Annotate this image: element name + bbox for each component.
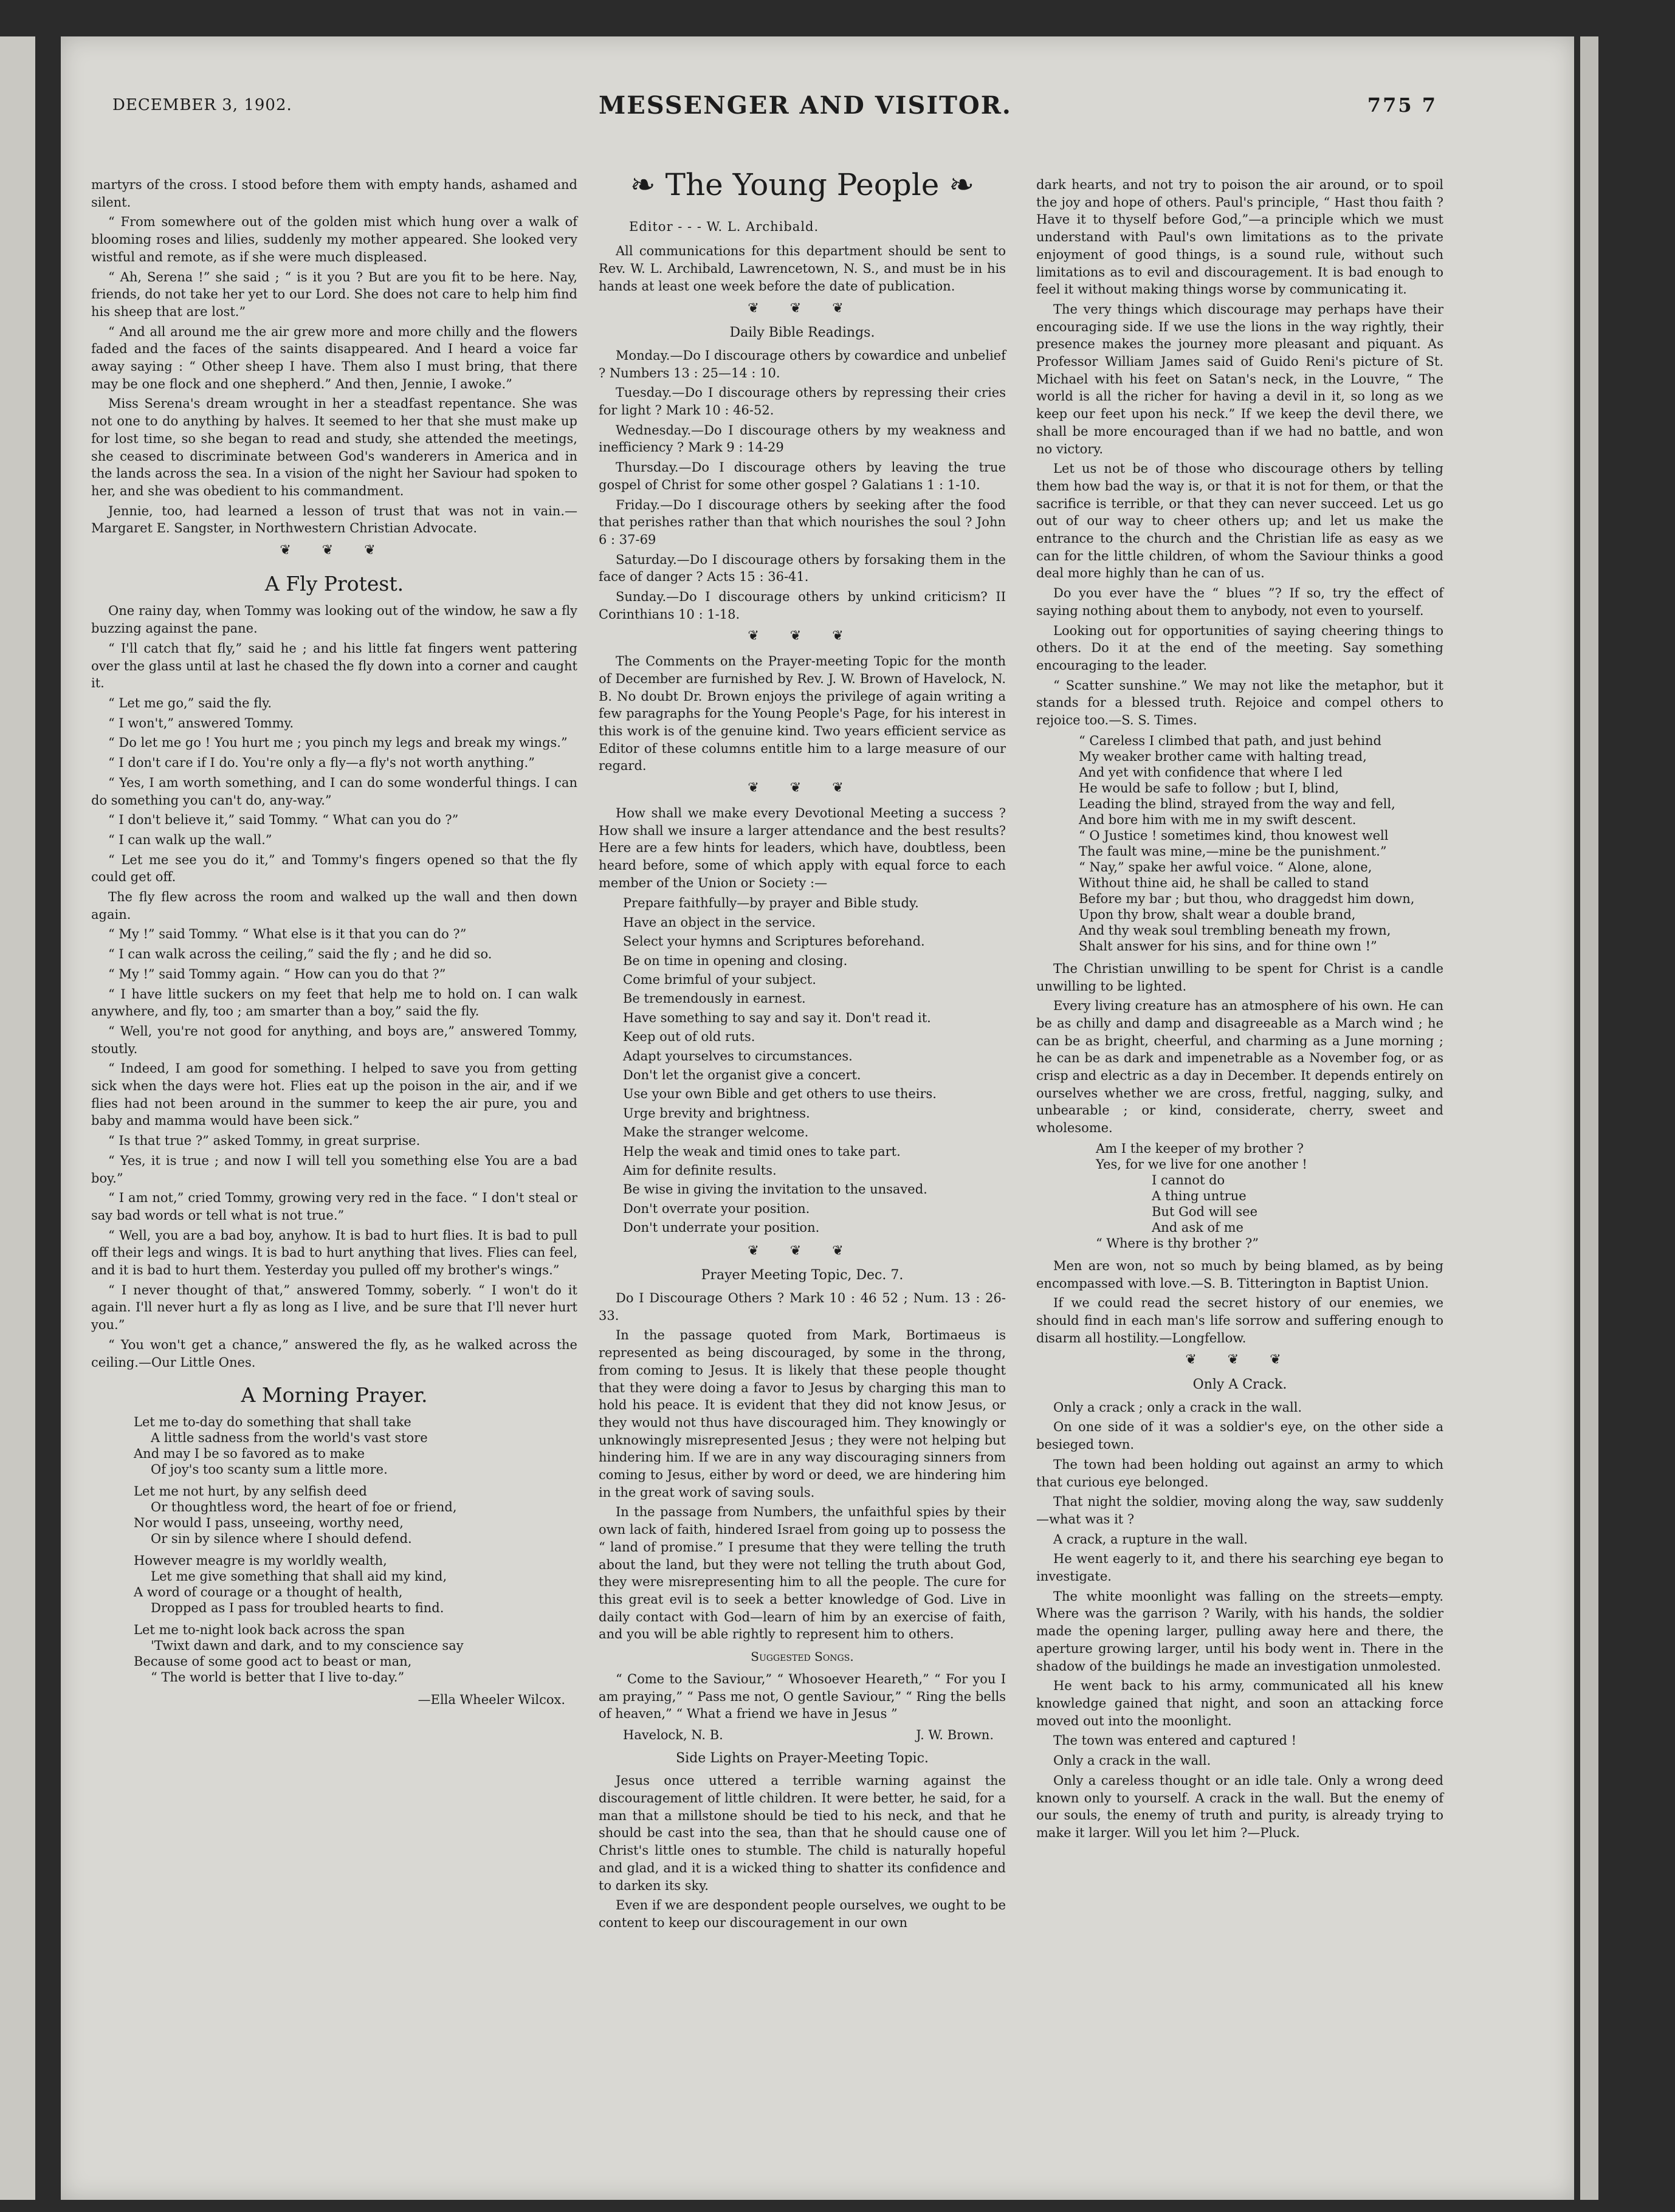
issue-date: DECEMBER 3, 1902.	[112, 96, 292, 114]
subheading-prayer-topic: Prayer Meeting Topic, Dec. 7.	[701, 1268, 904, 1283]
poem-line: And ask of me	[1152, 1220, 1243, 1235]
ornament-divider: ❦ ❦ ❦	[748, 628, 857, 644]
column-right	[1036, 176, 1443, 1844]
poem-line: He would be safe to follow ; but I, blind,	[1079, 780, 1340, 795]
paragraph: The white moonlight was falling on the streets—empty. Where was the garrison ? Warily, with his hands, the soldier made the opening larger, pulling away here and there, the aperture growing larger, until his body went in. There in the shadow of the buildings he made an investigation unmolested.	[1036, 1589, 1443, 1674]
paragraph: “ I'll catch that fly,” said he ; and his little fat fingers went pattering over the glass until at last he chased the fly down into a corner and caught it.	[91, 641, 577, 691]
poem-line: Of joy's too scanty sum a little more.	[151, 1462, 388, 1477]
editor-line: Editor - - - W. L. Archibald.	[629, 219, 819, 234]
reading-item: Friday.—Do I discourage others by seeking after the food that perishes rather than that which nourishes the soul ? John 6 : 37-69	[599, 497, 1006, 547]
paragraph: Miss Serena's dream wrought in her a steadfast repentance. She was not one to do anything by halves. It seemed to her that she must make up for lost time, so she began to read and study, she attended the meetings, she ceased to discriminate between God's wanderers in America and in the lands across the sea. In a vision of the night her Saviour had spoken to her, and she was obedient to his commandment.	[91, 396, 577, 498]
paragraph: “ Well, you're not good for anything, and boys are,” answered Tommy, stoutly.	[91, 1023, 577, 1056]
paragraph: “ I am not,” cried Tommy, growing very red in the face. “ I don't steal or say bad words or tell what is not true.”	[91, 1190, 577, 1223]
paragraph: “ My !” said Tommy again. “ How can you do that ?”	[108, 966, 446, 981]
ornament-divider: ❦ ❦ ❦	[748, 1243, 857, 1259]
paragraph: He went back to his army, communicated all his knew knowledge gained that night, and soon an attacking force moved out into the moonlight.	[1036, 1678, 1443, 1728]
brothers-keeper-poem	[1079, 1141, 1443, 1251]
poem-line	[134, 1547, 577, 1553]
column-left	[91, 176, 577, 1715]
paragraph: That night the soldier, moving along the way, saw suddenly—what was it ?	[1036, 1494, 1443, 1527]
paragraph: “ Indeed, I am good for something. I helped to save you from getting sick when the days were hot. Flies eat up the poison in the air, and if we flies had not been around in the summer to keep the air pure, you and baby and mamma would have been sick.”	[91, 1061, 577, 1128]
poem-line: “ Where is thy brother ?”	[1096, 1235, 1259, 1251]
ornament-divider: ❦ ❦ ❦	[1185, 1352, 1295, 1368]
paragraph: “ I don't care if I do. You're only a fly—a fly's not worth anything.”	[108, 755, 535, 771]
page-header	[112, 91, 1437, 128]
reading-item: Monday.—Do I discourage others by cowardice and unbelief ? Numbers 13 : 25—14 : 10.	[599, 348, 1006, 380]
paragraph: Looking out for opportunities of saying cheering things to others. Do it at the end of the meeting. Say something encouraging to the leader.	[1036, 623, 1443, 673]
paragraph: The fly flew across the room and walked up the wall and then down again.	[91, 890, 577, 922]
poem-line: “ O Justice ! sometimes kind, thou knowest well	[1079, 828, 1389, 843]
hint-item: Aim for definite results.	[623, 1163, 777, 1178]
ornament-divider: ❦ ❦ ❦	[748, 300, 857, 316]
paragraph: If we could read the secret history of our enemies, we should find in each man's life sorrow and suffering enough to disarm all hostility.—Longfellow.	[1036, 1296, 1443, 1345]
paragraph: “ Ah, Serena !” she said ; “ is it you ? But are you fit to be here. Nay, friends, do not take her yet to our Lord. She does not care to help him find his sheep that are lost.”	[91, 269, 577, 319]
paragraph: How shall we make every Devotional Meeting a success ? How shall we insure a larger attendance and the best results? Here are a few hints for leaders, which have, doubtless, been heard before, some of which apply with equal force to each member of the Union or Society :—	[599, 805, 1006, 890]
paragraph: “ I can walk up the wall.”	[108, 832, 272, 847]
paragraph: Let us not be of those who discourage others by telling them how bad the way is, or that it is not for them, or that the sacrifice is terrible, or that they can never succeed. Let us go out of our way to cheer others up; and let us make the entrance to the church and the Christian life as easy as we can for the little children, of whom the Saviour thinks a good deal more highly than he can of us.	[1036, 461, 1443, 581]
poem-line: Without thine aid, he shall be called to stand	[1079, 875, 1369, 890]
paragraph: “ Well, you are a bad boy, anyhow. It is bad to hurt flies. It is bad to pull off their legs and wings. It is bad to hurt anything that lives. Flies can feel, and it is bad to hurt them. Yesterday you pulled off my brother's wings.”	[91, 1228, 577, 1278]
adjacent-page-edge	[0, 36, 35, 2200]
ornament-divider: ❦ ❦ ❦	[280, 543, 389, 558]
poem-line: 'Twixt dawn and dark, and to my conscience say	[151, 1638, 464, 1653]
poem-line: My weaker brother came with halting tread,	[1079, 749, 1367, 764]
paragraph: Only a crack ; only a crack in the wall.	[1053, 1400, 1302, 1415]
reading-item: Saturday.—Do I discourage others by forsaking them in the face of danger ? Acts 15 : 36-41.	[599, 552, 1006, 585]
paragraph: Men are won, not so much by being blamed, as by being encompassed with love.—S. B. Titterington in Baptist Union.	[1036, 1258, 1443, 1291]
hint-item: Be tremendously in earnest.	[623, 991, 806, 1006]
paragraph: On one side of it was a soldier's eye, on the other side a besieged town.	[1036, 1420, 1443, 1452]
hint-item: Prepare faithfully—by prayer and Bible study.	[623, 896, 919, 911]
reading-item: Tuesday.—Do I discourage others by repressing their cries for light ? Mark 10 : 46-52.	[599, 385, 1006, 418]
paragraph: “ From somewhere out of the golden mist which hung over a walk of blooming roses and lilies, suddenly my mother appeared. She looked very wistful and remote, as if she were much displeased.	[91, 215, 577, 264]
hint-item: Use your own Bible and get others to use theirs.	[623, 1087, 937, 1102]
page-number: 775 7	[1367, 94, 1437, 117]
paragraph: “ Yes, it is true ; and now I will tell you something else You are a bad boy.”	[91, 1153, 577, 1186]
hint-item: Keep out of old ruts.	[623, 1029, 755, 1045]
ornament-divider: ❦ ❦ ❦	[748, 780, 857, 796]
paragraph: In the passage quoted from Mark, Bortimaeus is represented as being discouraged, by some in the throng, from coming to Jesus. It is likely that these people thought that they were doing a favor to Jesus by charging this man to hold his peace. It is evident that they did not know Jesus, or they would not thus have discouraged him. They knowingly or unknowingly misrepresented Jesus ; they were not helping but hindering him. If we are in any way discouraging sinners from coming to Jesus, either by word or deed, we are hindering him in the great work of saving souls.	[599, 1328, 1006, 1500]
paragraph: “ You won't get a chance,” answered the fly, as he walked across the ceiling.—Our Little Ones.	[91, 1337, 577, 1370]
paragraph: All communications for this department should be sent to Rev. W. L. Archibald, Lawrencetown, N. S., and must be in his hands at least one week before the date of publication.	[599, 244, 1006, 294]
poem-line: I cannot do	[1152, 1172, 1225, 1187]
paragraph: He went eagerly to it, and there his searching eye began to investigate.	[1036, 1551, 1443, 1584]
fleuron-icon: ❧	[949, 167, 975, 202]
paragraph: A crack, a rupture in the wall.	[1053, 1531, 1248, 1547]
poem-line: However meagre is my worldly wealth,	[134, 1553, 387, 1568]
paragraph: “ Let me go,” said the fly.	[108, 695, 272, 710]
paragraph: “ I don't believe it,” said Tommy. “ What can you do ?”	[108, 812, 459, 828]
paragraph: The town was entered and captured !	[1053, 1733, 1297, 1748]
paragraph: Every living creature has an atmosphere of his own. He can be as chilly and damp and disagreeable as a March wind ; he can be as bright, cheerful, and charming as a June morning ; he can be as dark and impenetrable as a November fog, or as crisp and electric as a day in December. It depends entirely on ourselves whether we are cross, fretful, nagging, sulky, and unbearable ; or kind, considerate, cherry, sweet and wholesome.	[1036, 998, 1443, 1136]
hint-item: Urge brevity and brightness.	[623, 1105, 810, 1121]
poem-line: A little sadness from the world's vast store	[151, 1431, 428, 1445]
subheading-suggested-songs: Suggested Songs.	[751, 1649, 854, 1664]
poem-line: “ Careless I climbed that path, and just behind	[1079, 733, 1381, 748]
paragraph: “ I have little suckers on my feet that help me to hold on. I can walk anywhere, and fly, too ; am smarter than a boy,” said the fly.	[91, 986, 577, 1019]
article-title-fly-protest: A Fly Protest.	[264, 571, 404, 596]
hint-item: Have something to say and say it. Don't read it.	[623, 1010, 931, 1025]
paragraph: Do you ever have the “ blues ”? If so, try the effect of saying nothing about them to anybody, not even to yourself.	[1036, 586, 1443, 618]
paragraph: “ I never thought of that,” answered Tommy, soberly. “ I won't do it again. I'll never hurt a fly as long as I live, and be sure that I'll never hurt you.”	[91, 1282, 577, 1333]
masthead-title: MESSENGER AND VISITOR.	[599, 91, 1012, 120]
paragraph: One rainy day, when Tommy was looking out of the window, he saw a fly buzzing against the pane.	[91, 603, 577, 636]
paragraph: dark hearts, and not try to poison the air around, or to spoil the joy and hope of others. Paul's principle, “ Hast thou faith ? Have it to thyself before God,”—a principle which we must understand with Paul's own limitations as to the private enjoyment of good things, is a sound rule, without such limitations as to evil and discouragement. It is bad enough to feel it without making things worse by communicating it.	[1036, 177, 1443, 297]
poem-line: Dropped as I pass for troubled hearts to find.	[151, 1601, 444, 1615]
hint-item: Help the weak and timid ones to take part.	[623, 1144, 901, 1159]
poem-line: “ Nay,” spake her awful voice. “ Alone, alone,	[1079, 859, 1372, 874]
paragraph: The very things which discourage may perhaps have their encouraging side. If we use the lions in the way rightly, their presence makes the journey more pleasant and piquant. As Professor William James said of Guido Reni's picture of St. Michael with his feet on Satan's neck, in the Louvre, “ The world is all the richer for having a devil in it, so long as we keep our feet upon his neck.” If we keep the devil there, we shall be more encouraged than if we had no battle, and won no victory.	[1036, 301, 1443, 456]
paragraph: “ Let me see you do it,” and Tommy's fingers opened so that the fly could get off.	[91, 852, 577, 885]
reading-item: Thursday.—Do I discourage others by leaving the true gospel of Christ for some other gospel ? Galatians 1 : 1-10.	[599, 460, 1006, 492]
subheading-side-lights: Side Lights on Prayer-Meeting Topic.	[676, 1750, 929, 1766]
poem-line: Upon thy brow, shalt wear a double brand,	[1079, 907, 1356, 922]
subheading-daily-readings: Daily Bible Readings.	[729, 325, 875, 341]
column-middle	[599, 167, 1006, 1934]
paragraph: “ And all around me the air grew more and more chilly and the flowers faded and the faces of the saints disappeared. And I heard a voice far away saying : “ Other sheep I have. Them also I must bring, that there may be one flock and one shepherd.” And then, Jennie, I awoke.”	[91, 324, 577, 391]
poem-line: “ The world is better that I live to-day.”	[151, 1670, 405, 1685]
poem-line: And thy weak soul trembling beneath my frown,	[1079, 922, 1391, 938]
paragraph: martyrs of the cross. I stood before them with empty hands, ashamed and silent.	[91, 177, 577, 210]
paragraph: In the passage from Numbers, the unfaithful spies by their own lack of faith, hindered Israel from going up to possess the “ land of promise.” I presume that they were telling the truth about the land, but they were not telling the truth about God, they were misrepresenting him to all the people. The cure for this great evil is to seek a better knowledge of God. Live in daily contact with God—learn of him by an exercise of faith, and you will be able rightly to represent him to others.	[599, 1505, 1006, 1642]
morning-prayer-poem	[134, 1414, 577, 1685]
poem-line: Let me to-night look back across the span	[134, 1623, 405, 1637]
poem-line: Leading the blind, strayed from the way and fell,	[1079, 796, 1395, 811]
hint-item: Select your hymns and Scriptures beforehand.	[623, 934, 925, 949]
hint-item: Don't underrate your position.	[623, 1220, 820, 1235]
paragraph: “ Is that true ?” asked Tommy, in great surprise.	[108, 1133, 421, 1149]
paragraph: Only a crack in the wall.	[1053, 1753, 1211, 1768]
signature-name: J. W. Brown.	[916, 1727, 994, 1742]
paragraph: Only a careless thought or an idle tale. Only a wrong deed known only to yourself. A crack in the wall. But the enemy of our souls, the enemy of truth and purity, is already trying to make it larger. Will you let him ?—Pluck.	[1036, 1773, 1443, 1840]
paragraph: “ My !” said Tommy. “ What else is it that you can do ?”	[108, 927, 467, 942]
poem-line: Let me give something that shall aid my kind,	[151, 1569, 447, 1584]
paragraph: “ I can walk across the ceiling,” said the fly ; and he did so.	[108, 947, 492, 962]
poem-line: Nor would I pass, unseeing, worthy need,	[134, 1516, 404, 1530]
subheading-only-a-crack: Only A Crack.	[1192, 1377, 1287, 1393]
poem-line: Am I the keeper of my brother ?	[1096, 1141, 1304, 1156]
poem-line: And may I be so favored as to make	[134, 1446, 365, 1461]
poem-line: Before my bar ; but thou, who draggedst him down,	[1079, 891, 1415, 906]
hint-item: Don't overrate your position.	[623, 1201, 810, 1216]
signature-row	[623, 1726, 994, 1744]
section-title-text: The Young People	[665, 167, 940, 202]
hint-item: Be wise in giving the invitation to the unsaved.	[623, 1182, 927, 1197]
poem-line: Because of some good act to beast or man,	[134, 1654, 412, 1669]
poem-line: But God will see	[1152, 1204, 1258, 1219]
reading-item: Wednesday.—Do I discourage others by my weakness and inefficiency ? Mark 9 : 14-29	[599, 422, 1006, 455]
poem-line: The fault was mine,—mine be the punishment.”	[1079, 843, 1387, 859]
hint-item: Don't let the organist give a concert.	[623, 1067, 861, 1082]
poem-line: Let me not hurt, by any selfish deed	[134, 1484, 367, 1499]
paragraph: Jennie, too, had learned a lesson of trust that was not in vain.—Margaret E. Sangster, in Northwestern Christian Advocate.	[91, 503, 577, 536]
poem-line: Shalt answer for his sins, and for thine own !”	[1079, 938, 1377, 953]
paragraph: Jesus once uttered a terrible warning against the discouragement of little children. It were better, he said, for a man that a millstone should be tied to his neck, and that he should be cast into the sea, than that he should cause one of Christ's little ones to stumble. The child is naturally hopeful and glad, and it is a wicked thing to shatter its confidence and to darken its sky.	[599, 1773, 1006, 1893]
topic-reference: Do I Discourage Others ? Mark 10 : 46 52 ; Num. 13 : 26-33.	[599, 1291, 1006, 1323]
paragraph: “ Do let me go ! You hurt me ; you pinch my legs and break my wings.”	[108, 735, 568, 750]
poem-line: Or sin by silence where I should defend.	[151, 1531, 412, 1546]
paragraph: “ Yes, I am worth something, and I can do some wonderful things. I can do something you can't do, any-way.”	[91, 775, 577, 808]
careless-climber-poem	[1079, 733, 1443, 954]
hint-item: Come brimful of your subject.	[623, 972, 816, 987]
paragraph: The town had been holding out against an army to which that curious eye belonged.	[1036, 1457, 1443, 1489]
hint-item: Adapt yourselves to circumstances.	[623, 1048, 853, 1063]
poem-line: And bore him with me in my swift descent.	[1079, 812, 1357, 827]
hint-item: Make the stranger welcome.	[623, 1125, 809, 1140]
meeting-hints-list	[623, 894, 1006, 1237]
page-edge-right	[1580, 36, 1598, 2200]
paragraph: “ Scatter sunshine.” We may not like the metaphor, but it stands for a blessed truth. Rejoice and compel others to rejoice too.—S. S. Times.	[1036, 678, 1443, 728]
reading-item: Sunday.—Do I discourage others by unkind criticism? II Corinthians 10 : 1-18.	[599, 589, 1006, 622]
poem-line: A thing untrue	[1152, 1188, 1247, 1203]
paragraph: Even if we are despondent people ourselves, we ought to be content to keep our discouragement in our own	[599, 1898, 1006, 1930]
paragraph: “ Come to the Saviour,” “ Whosoever Heareth,” “ For you I am praying,” “ Pass me not, O gentle Saviour,” “ Ring the bells of heaven,” “ What a friend we have in Jesus ”	[599, 1671, 1006, 1722]
poem-line: And yet with confidence that where I led	[1079, 764, 1343, 780]
poem-line: Yes, for we live for one another !	[1096, 1156, 1307, 1172]
paragraph: The Christian unwilling to be spent for Christ is a candle unwilling to be lighted.	[1036, 961, 1443, 994]
poem-line: A word of courage or a thought of health,	[134, 1585, 403, 1599]
hint-item: Be on time in opening and closing.	[623, 953, 848, 968]
fly-protest-story	[91, 602, 577, 1371]
poem-attribution: —Ella Wheeler Wilcox.	[418, 1692, 565, 1707]
section-title-young-people	[599, 167, 1006, 202]
signature-place: Havelock, N. B.	[623, 1727, 723, 1742]
paragraph: The Comments on the Prayer-meeting Topic for the month of December are furnished by Rev. J. W. Brown of Havelock, N. B. No doubt Dr. Brown enjoys the privilege of again writing a few paragraphs for the Young People's Page, for his interest in this work is of the genuine kind. Two years efficient service as Editor of these columns entitle him to a large measure of our regard.	[599, 654, 1006, 774]
poem-line: Let me to-day do something that shall take	[134, 1415, 411, 1429]
hint-item: Have an object in the service.	[623, 915, 816, 930]
paragraph: “ I won't,” answered Tommy.	[108, 715, 294, 730]
poem-line	[134, 1477, 577, 1483]
article-title-morning-prayer: A Morning Prayer.	[241, 1383, 428, 1407]
poem-line	[134, 1616, 577, 1622]
fleuron-icon: ❧	[630, 167, 656, 202]
poem-line: Or thoughtless word, the heart of foe or friend,	[151, 1500, 457, 1514]
